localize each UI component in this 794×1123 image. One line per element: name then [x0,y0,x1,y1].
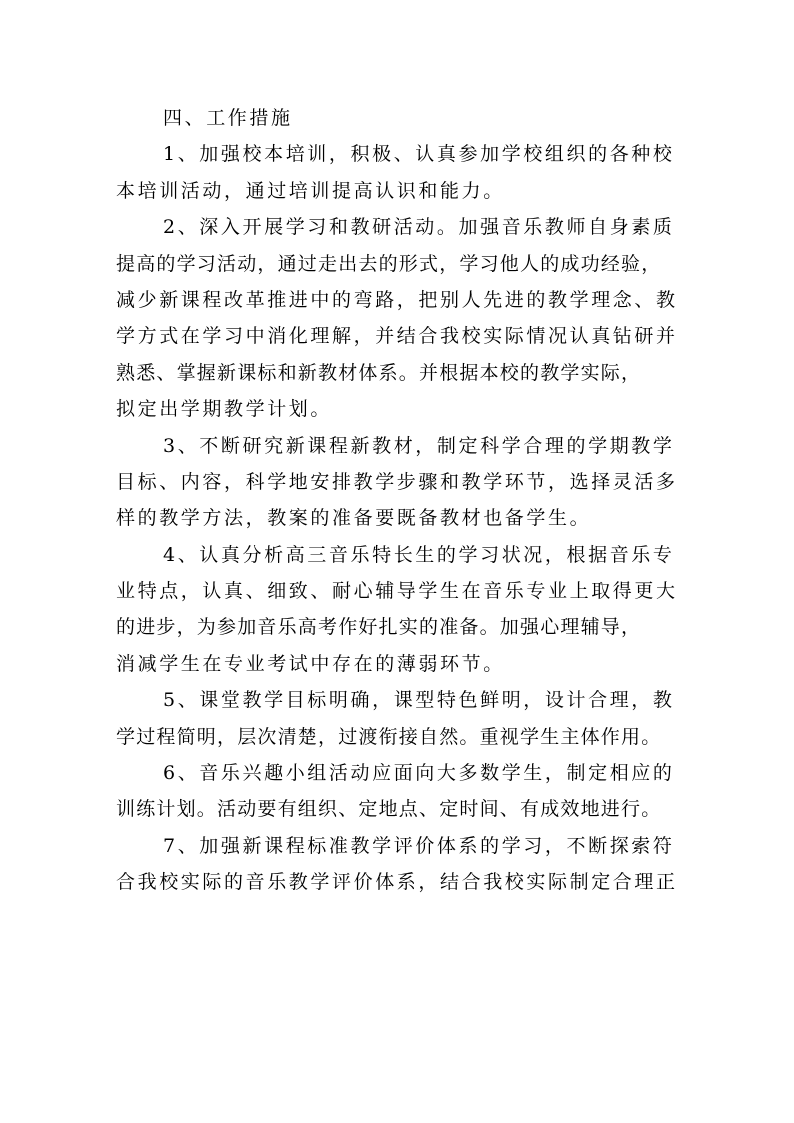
text-line: 学过程简明，层次清楚，过渡衔接自然。重视学生主体作用。 [116,725,662,748]
text-line: 本培训活动，通过培训提高认识和能力。 [116,179,505,202]
text-line: 的进步，为参加音乐高考作好扎实的准备。加强心理辅导， [116,616,642,639]
text-line: 样的教学方法，教案的准备要既备教材也备学生。 [116,507,592,530]
section-heading: 四、工作措施 [163,107,293,129]
text-line: 拟定出学期教学计划。 [116,398,333,421]
text-line: 训练计划。活动要有组织、定地点、定时间、有成效地进行。 [116,798,662,821]
text-line: 6、音乐兴趣小组活动应面向大多数学生，制定相应的 [163,762,675,785]
text-line: 合我校实际的音乐教学评价体系，结合我校实际制定合理正 [116,871,678,894]
text-line: 目标、内容，科学地安排教学步骤和教学环节，选择灵活多 [116,470,678,493]
text-line: 业特点，认真、细致、耐心辅导学生在音乐专业上取得更大 [116,580,678,603]
text-line: 7、加强新课程标准教学评价体系的学习，不断探索符 [163,834,675,857]
text-line: 学方式在学习中消化理解，并结合我校实际情况认真钻研并 [116,325,678,348]
text-line: 减少新课程改革推进中的弯路，把别人先进的教学理念、教 [116,288,678,311]
text-line: 提高的学习活动，通过走出去的形式，学习他人的成功经验， [116,252,662,275]
document-body [116,100,681,901]
text-line: 熟悉、掌握新课标和新教材体系。并根据本校的教学实际， [116,361,642,384]
text-line: 4、认真分析高三音乐特长生的学习状况，根据音乐专 [163,543,675,566]
text-line: 消减学生在专业考试中存在的薄弱环节。 [116,652,505,675]
text-line: 2、深入开展学习和教研活动。加强音乐教师自身素质 [163,216,675,239]
text-line: 3、不断研究新课程新教材，制定科学合理的学期教学 [163,434,675,457]
text-line: 1、加强校本培训，积极、认真参加学校组织的各种校 [163,143,675,166]
text-line: 5、课堂教学目标明确，课型特色鲜明，设计合理，教 [163,689,675,712]
